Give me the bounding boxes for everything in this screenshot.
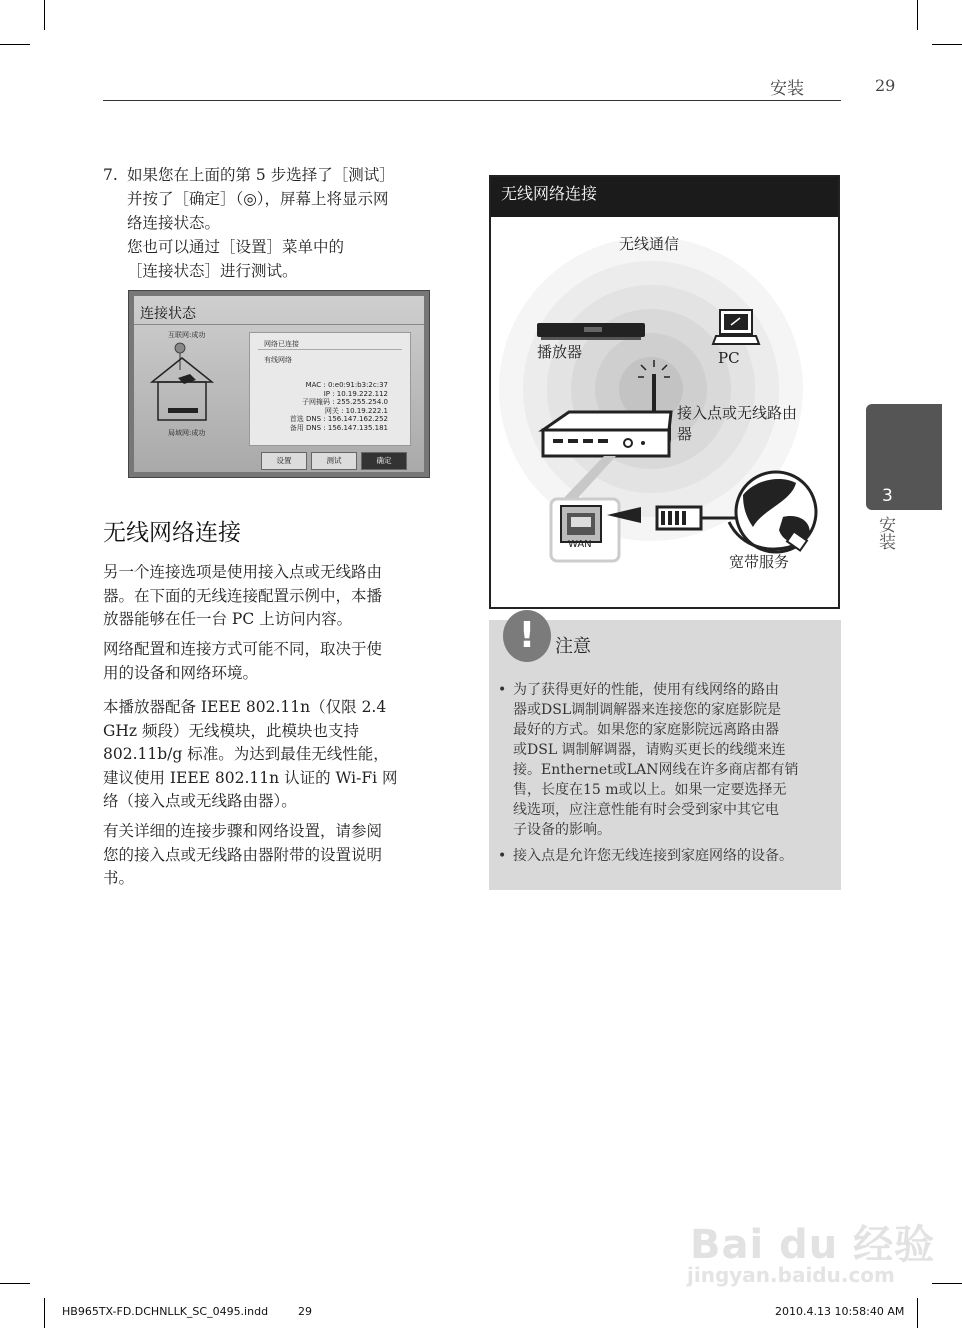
chapter-tab[interactable]: [866, 404, 942, 510]
divider: [134, 324, 424, 325]
paragraph: [103, 696, 448, 814]
paragraph-line: 另一个连接选项是使用接入点或无线路由: [103, 563, 383, 581]
paragraph-line: 用的设备和网络环境。: [103, 663, 259, 682]
network-info-panel: [249, 332, 411, 446]
note-line: 接入点是允许您无线连接到家庭网络的设备。: [513, 848, 793, 864]
note-line: 为了获得更好的性能，使用有线网络的路由: [513, 682, 779, 698]
paragraph-line: 本播放器配备 IEEE 802.11n（仅限 2.4: [103, 698, 387, 716]
network-type: 有线网络: [264, 356, 292, 364]
info-row: 网关 : 10.19.222.1: [324, 406, 388, 415]
footer-file: HB965TX-FD.DCHNLLK_SC_0495.indd: [62, 1305, 269, 1318]
step-number: 7.: [103, 166, 118, 184]
chapter-number: 3: [882, 486, 893, 506]
divider: [258, 349, 402, 350]
paragraph-line: 器。在下面的无线连接配置示例中，本播: [103, 586, 383, 605]
pc-icon: [713, 310, 759, 344]
paragraph-line: 建议使用 IEEE 802.11n 认证的 Wi-Fi 网: [103, 768, 398, 787]
wan-port-icon: [551, 499, 619, 561]
network-status: 网络已连接: [264, 340, 299, 348]
crop-mark: [0, 1283, 30, 1284]
note-box: [489, 615, 841, 890]
test-button[interactable]: 测试: [311, 452, 357, 470]
paragraph: [103, 820, 448, 891]
paragraph: [103, 638, 448, 685]
connection-status-screen: [128, 290, 430, 478]
paragraph-line: 网络配置和连接方式可能不同，取决于使: [103, 640, 383, 658]
player-label: 播放器: [537, 343, 583, 361]
note-line: 器或DSL调制调解器来连接您的家庭影院是: [513, 702, 782, 718]
connection-illustration: [142, 330, 244, 440]
info-row: 首选 DNS : 156.147.162.252: [289, 415, 388, 424]
step-line: 络连接状态。: [127, 214, 221, 232]
wireless-diagram: [489, 175, 840, 609]
note-line: 线选项，应注意性能有时会受到家中其它电: [513, 802, 779, 818]
footer-date: 2010.4.13 10:58:40 AM: [775, 1305, 905, 1318]
note-line: 接。Enthernet或LAN网线在许多商店都有销: [513, 762, 799, 778]
crop-mark: [917, 1298, 918, 1328]
header-rule: [103, 100, 841, 101]
access-point-label-line: 器: [677, 425, 693, 443]
step-line: 如果您在上面的第 5 步选择了［测试］: [127, 166, 395, 184]
chapter-label: 安装: [875, 516, 895, 550]
house-icon: [142, 340, 244, 436]
info-row: MAC : 0:e0:91:b3:2c:37: [305, 381, 388, 389]
crop-mark: [917, 0, 918, 30]
exclamation-icon: !: [503, 610, 551, 662]
paragraph-line: GHz 频段）无线模块，此模块也支持: [103, 721, 359, 740]
access-point-label-line: 接入点或无线路由: [677, 404, 798, 422]
wan-label: WAN: [568, 539, 592, 550]
paragraph-line: 络（接入点或无线路由器）。: [103, 792, 297, 810]
watermark-logo: Bai du 经验: [690, 1222, 936, 1268]
crop-mark: [932, 1283, 962, 1284]
paragraph-line: 有关详细的连接步骤和网络设置，请参阅: [103, 822, 383, 840]
paragraph-line: 书。: [103, 869, 135, 887]
broadband-label: 宽带服务: [729, 553, 790, 571]
paragraph-line: 您的接入点或无线路由器附带的设置说明: [103, 845, 383, 864]
internet-status: 互联网:成功: [168, 331, 206, 339]
network-details: [290, 381, 388, 433]
watermark-url: jingyan.baidu.com: [687, 1263, 895, 1287]
lan-status: 局域网:成功: [168, 429, 206, 437]
section-title: 无线网络连接: [103, 520, 241, 546]
crop-mark: [44, 1298, 45, 1328]
player-icon: [537, 323, 645, 340]
note-item: [498, 846, 793, 866]
step-line: 并按了［确定］（◎），屏幕上将显示网: [127, 190, 389, 208]
step-line: ［连接状态］进行测试。: [127, 262, 298, 280]
crop-mark: [932, 44, 962, 45]
pc-label: PC: [718, 349, 740, 367]
access-point-label: [677, 403, 797, 445]
wireless-label: 无线通信: [619, 235, 680, 253]
paragraph-line: 放器能够在任一台 PC 上访问内容。: [103, 610, 353, 628]
note-line: 售，长度在15 m或以上。如果一定要选择无: [513, 782, 787, 798]
bullet-icon: •: [498, 682, 507, 698]
crop-mark: [44, 0, 45, 30]
bullet-icon: •: [498, 848, 507, 864]
note-line: 最好的方式。如果您的家庭影院远离路由器: [513, 722, 779, 738]
header-section: 安装: [770, 79, 804, 99]
info-row: IP : 10.19.222.112: [323, 389, 388, 398]
info-row: 子网掩码 : 255.255.254.0: [301, 398, 388, 407]
ok-button[interactable]: 确定: [361, 452, 407, 470]
note-line: 子设备的影响。: [513, 822, 611, 838]
screen-title: 连接状态: [140, 306, 196, 322]
note-title: 注意: [555, 636, 591, 657]
footer-page: 29: [298, 1305, 312, 1318]
page-number: 29: [875, 76, 896, 95]
crop-mark: [0, 44, 30, 45]
note-item: [498, 680, 799, 840]
info-row: 备用 DNS : 156.147.135.181: [289, 423, 388, 432]
paragraph-line: 802.11b/g 标准。为达到最佳无线性能，: [103, 745, 389, 763]
paragraph: [103, 561, 448, 632]
diagram-title: 无线网络连接: [491, 177, 838, 217]
settings-button[interactable]: 设置: [261, 452, 307, 470]
step-line: 您也可以通过［设置］菜单中的: [127, 238, 345, 256]
note-line: 或DSL 调制解调器，请购买更长的线缆来连: [513, 742, 786, 758]
